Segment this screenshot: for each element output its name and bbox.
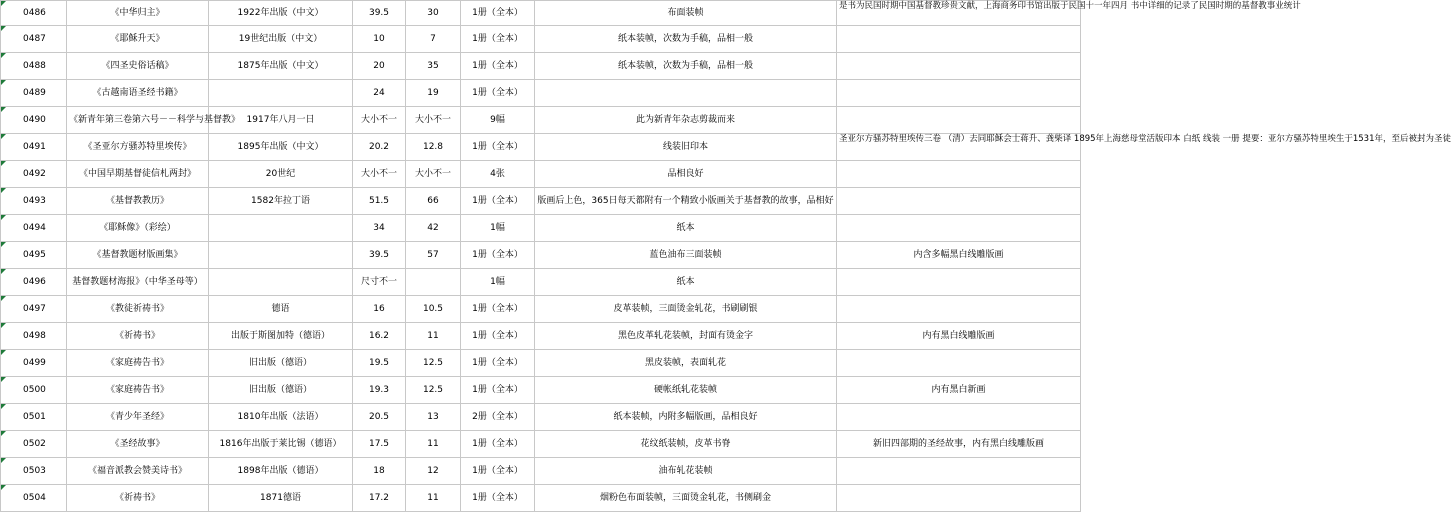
title-cell[interactable]: 《圣经故事》 bbox=[67, 431, 209, 458]
note-cell[interactable] bbox=[837, 80, 1081, 107]
note-cell[interactable]: 内有黑白新画 bbox=[837, 377, 1081, 404]
note-cell[interactable]: 内含多幅黑白线雕版画 bbox=[837, 242, 1081, 269]
table-row bbox=[1, 458, 1081, 485]
height-cell[interactable]: 10.5 bbox=[406, 296, 461, 323]
id-cell[interactable]: 0503 bbox=[1, 458, 67, 485]
width-cell[interactable]: 39.5 bbox=[353, 1, 406, 26]
binding-cell[interactable]: 此为新青年杂志剪裁而来 bbox=[535, 107, 837, 134]
id-cell[interactable]: 0492 bbox=[1, 161, 67, 188]
binding-cell[interactable]: 烟粉色布面装帧，三面烫金轧花，书侧刷金 bbox=[535, 485, 837, 512]
title-cell[interactable]: 《中华归主》 bbox=[67, 1, 209, 26]
id-cell[interactable]: 0488 bbox=[1, 53, 67, 80]
edition-cell[interactable]: 德语 bbox=[209, 296, 353, 323]
quantity-cell[interactable]: 1册（全本） bbox=[461, 80, 535, 107]
height-cell[interactable]: 12.5 bbox=[406, 350, 461, 377]
note-cell[interactable] bbox=[837, 485, 1081, 512]
binding-cell[interactable] bbox=[535, 80, 837, 107]
note-cell[interactable] bbox=[837, 53, 1081, 80]
binding-cell[interactable]: 线装旧印本 bbox=[535, 134, 837, 161]
note-cell[interactable] bbox=[837, 107, 1081, 134]
binding-cell[interactable]: 布面装帧 bbox=[535, 1, 837, 26]
table-row bbox=[1, 80, 1081, 107]
note-cell[interactable] bbox=[837, 296, 1081, 323]
table-row bbox=[1, 404, 1081, 431]
id-cell[interactable]: 0490 bbox=[1, 107, 67, 134]
binding-cell[interactable]: 纸本装帧，次数为手稿，品相一般 bbox=[535, 26, 837, 53]
width-cell[interactable]: 51.5 bbox=[353, 188, 406, 215]
id-cell[interactable]: 0494 bbox=[1, 215, 67, 242]
binding-cell[interactable]: 品相良好 bbox=[535, 161, 837, 188]
id-cell[interactable]: 0489 bbox=[1, 80, 67, 107]
quantity-cell[interactable]: 9幅 bbox=[461, 107, 535, 134]
table-row bbox=[1, 242, 1081, 269]
height-cell[interactable]: 7 bbox=[406, 26, 461, 53]
edition-cell[interactable] bbox=[209, 80, 353, 107]
id-cell[interactable]: 0498 bbox=[1, 323, 67, 350]
edition-cell[interactable]: 旧出版（德语） bbox=[209, 350, 353, 377]
quantity-cell[interactable]: 1册（全本） bbox=[461, 134, 535, 161]
quantity-cell[interactable]: 1册（全本） bbox=[461, 188, 535, 215]
height-cell[interactable] bbox=[406, 269, 461, 296]
edition-cell[interactable]: 1895年出版（中文） bbox=[209, 134, 353, 161]
width-cell[interactable]: 19.5 bbox=[353, 350, 406, 377]
table-row bbox=[1, 296, 1081, 323]
width-cell[interactable]: 16.2 bbox=[353, 323, 406, 350]
note-cell[interactable] bbox=[837, 215, 1081, 242]
width-cell[interactable]: 20.2 bbox=[353, 134, 406, 161]
quantity-cell[interactable]: 1册（全本） bbox=[461, 377, 535, 404]
binding-cell[interactable]: 纸本 bbox=[535, 269, 837, 296]
title-cell[interactable]: 《圣亚尔方骚苏特里埃传》 bbox=[67, 134, 209, 161]
height-cell[interactable]: 12 bbox=[406, 458, 461, 485]
edition-cell[interactable]: 1810年出版（法语） bbox=[209, 404, 353, 431]
height-cell[interactable]: 42 bbox=[406, 215, 461, 242]
table-row bbox=[1, 134, 1081, 161]
title-cell[interactable]: 基督教题材海报》（中华圣母等） bbox=[67, 269, 209, 296]
edition-cell[interactable]: 1582年拉丁语 bbox=[209, 188, 353, 215]
id-cell[interactable]: 0502 bbox=[1, 431, 67, 458]
width-cell[interactable]: 尺寸不一 bbox=[353, 269, 406, 296]
edition-cell[interactable]: 1917年八月一日 bbox=[209, 107, 353, 134]
edition-cell[interactable]: 1875年出版（中文） bbox=[209, 53, 353, 80]
height-cell[interactable]: 12.8 bbox=[406, 134, 461, 161]
table-row bbox=[1, 215, 1081, 242]
note-cell[interactable]: 是书为民国时期中国基督教珍贵文献，上海商务印书馆出版于民国十一年四月 书中详细的记录了民国时期的基督教事业统计 bbox=[837, 1, 1081, 26]
id-cell[interactable]: 0493 bbox=[1, 188, 67, 215]
table-row bbox=[1, 323, 1081, 350]
title-cell[interactable]: 《祈祷书》 bbox=[67, 323, 209, 350]
width-cell[interactable]: 20 bbox=[353, 53, 406, 80]
note-cell[interactable] bbox=[837, 26, 1081, 53]
width-cell[interactable]: 39.5 bbox=[353, 242, 406, 269]
edition-cell[interactable]: 19世纪出版（中文） bbox=[209, 26, 353, 53]
width-cell[interactable]: 大小不一 bbox=[353, 161, 406, 188]
binding-cell[interactable]: 版画后上色，365日每天都附有一个精致小版画关于基督教的故事，品相好 bbox=[535, 188, 837, 215]
quantity-cell[interactable]: 1册（全本） bbox=[461, 485, 535, 512]
width-cell[interactable]: 17.5 bbox=[353, 431, 406, 458]
quantity-cell[interactable]: 1册（全本） bbox=[461, 26, 535, 53]
id-cell[interactable]: 0487 bbox=[1, 26, 67, 53]
title-cell[interactable]: 《耶稣像》（彩绘） bbox=[67, 215, 209, 242]
edition-cell[interactable]: 20世纪 bbox=[209, 161, 353, 188]
title-cell[interactable]: 《青少年圣经》 bbox=[67, 404, 209, 431]
title-cell[interactable]: 《中国早期基督徒信札两封》 bbox=[67, 161, 209, 188]
quantity-cell[interactable]: 2册（全本） bbox=[461, 404, 535, 431]
id-cell[interactable]: 0504 bbox=[1, 485, 67, 512]
binding-cell[interactable]: 蓝色油布三面装帧 bbox=[535, 242, 837, 269]
binding-cell[interactable]: 硬帐纸轧花装帧 bbox=[535, 377, 837, 404]
edition-cell[interactable]: 1871德语 bbox=[209, 485, 353, 512]
edition-cell[interactable]: 1816年出版于莱比锡（德语） bbox=[209, 431, 353, 458]
note-cell[interactable] bbox=[837, 161, 1081, 188]
height-cell[interactable]: 11 bbox=[406, 431, 461, 458]
title-cell[interactable]: 《祈祷书》 bbox=[67, 485, 209, 512]
table-row bbox=[1, 1, 1081, 26]
title-cell[interactable]: 《教徒祈祷书》 bbox=[67, 296, 209, 323]
binding-cell[interactable]: 花纹纸装帧，皮革书脊 bbox=[535, 431, 837, 458]
id-cell[interactable]: 0486 bbox=[1, 1, 67, 26]
table-row bbox=[1, 161, 1081, 188]
edition-cell[interactable] bbox=[209, 242, 353, 269]
id-cell[interactable]: 0501 bbox=[1, 404, 67, 431]
title-cell[interactable]: 《四圣史俗话稿》 bbox=[67, 53, 209, 80]
height-cell[interactable]: 12.5 bbox=[406, 377, 461, 404]
binding-cell[interactable]: 纸本装帧，次数为手稿，品相一般 bbox=[535, 53, 837, 80]
table-row bbox=[1, 350, 1081, 377]
title-cell[interactable]: 《古越南语圣经书籍》 bbox=[67, 80, 209, 107]
title-cell[interactable]: 《家庭祷告书》 bbox=[67, 350, 209, 377]
height-cell[interactable]: 35 bbox=[406, 53, 461, 80]
table-row bbox=[1, 53, 1081, 80]
table-row bbox=[1, 431, 1081, 458]
note-cell[interactable] bbox=[837, 404, 1081, 431]
note-cell[interactable]: 新旧四部期的圣经故事，内有黑白线雕版画 bbox=[837, 431, 1081, 458]
height-cell[interactable]: 19 bbox=[406, 80, 461, 107]
height-cell[interactable]: 11 bbox=[406, 323, 461, 350]
binding-cell[interactable]: 黑色皮革轧花装帧，封面有烫金字 bbox=[535, 323, 837, 350]
width-cell[interactable]: 大小不一 bbox=[353, 107, 406, 134]
quantity-cell[interactable]: 4张 bbox=[461, 161, 535, 188]
edition-cell[interactable]: 1898年出版（德语） bbox=[209, 458, 353, 485]
binding-cell[interactable]: 皮革装帧，三面烫金轧花，书刷刷银 bbox=[535, 296, 837, 323]
quantity-cell[interactable]: 1册（全本） bbox=[461, 323, 535, 350]
width-cell[interactable]: 24 bbox=[353, 80, 406, 107]
quantity-cell[interactable]: 1册（全本） bbox=[461, 1, 535, 26]
id-cell[interactable]: 0496 bbox=[1, 269, 67, 296]
table-row bbox=[1, 107, 1081, 134]
quantity-cell[interactable]: 1册（全本） bbox=[461, 53, 535, 80]
id-cell[interactable]: 0500 bbox=[1, 377, 67, 404]
id-cell[interactable]: 0491 bbox=[1, 134, 67, 161]
height-cell[interactable]: 大小不一 bbox=[406, 161, 461, 188]
quantity-cell[interactable]: 1幅 bbox=[461, 215, 535, 242]
title-cell[interactable]: 《家庭祷告书》 bbox=[67, 377, 209, 404]
edition-cell[interactable] bbox=[209, 215, 353, 242]
note-cell[interactable] bbox=[837, 269, 1081, 296]
height-cell[interactable]: 大小不一 bbox=[406, 107, 461, 134]
id-cell[interactable]: 0495 bbox=[1, 242, 67, 269]
note-cell[interactable] bbox=[837, 188, 1081, 215]
note-cell[interactable]: 内有黑白线雕版画 bbox=[837, 323, 1081, 350]
table-row bbox=[1, 26, 1081, 53]
height-cell[interactable]: 11 bbox=[406, 485, 461, 512]
title-cell[interactable]: 《基督教题材版画集》 bbox=[67, 242, 209, 269]
title-cell[interactable]: 《基督教教历》 bbox=[67, 188, 209, 215]
binding-cell[interactable]: 纸本装帧，内附多幅版画，品相良好 bbox=[535, 404, 837, 431]
width-cell[interactable]: 10 bbox=[353, 26, 406, 53]
edition-cell[interactable] bbox=[209, 269, 353, 296]
height-cell[interactable]: 13 bbox=[406, 404, 461, 431]
table-row bbox=[1, 485, 1081, 512]
quantity-cell[interactable]: 1幅 bbox=[461, 269, 535, 296]
edition-cell[interactable]: 旧出版（德语） bbox=[209, 377, 353, 404]
quantity-cell[interactable]: 1册（全本） bbox=[461, 431, 535, 458]
title-cell[interactable]: 《福音派教会赞美诗书》 bbox=[67, 458, 209, 485]
binding-cell[interactable]: 纸本 bbox=[535, 215, 837, 242]
binding-cell[interactable]: 黑皮装帧，表面轧花 bbox=[535, 350, 837, 377]
binding-cell[interactable]: 油布轧花装帧 bbox=[535, 458, 837, 485]
quantity-cell[interactable]: 1册（全本） bbox=[461, 458, 535, 485]
id-cell[interactable]: 0497 bbox=[1, 296, 67, 323]
width-cell[interactable]: 17.2 bbox=[353, 485, 406, 512]
quantity-cell[interactable]: 1册（全本） bbox=[461, 296, 535, 323]
width-cell[interactable]: 16 bbox=[353, 296, 406, 323]
table-row bbox=[1, 188, 1081, 215]
width-cell[interactable]: 19.3 bbox=[353, 377, 406, 404]
width-cell[interactable]: 20.5 bbox=[353, 404, 406, 431]
quantity-cell[interactable]: 1册（全本） bbox=[461, 242, 535, 269]
edition-cell[interactable]: 出版于斯图加特（德语） bbox=[209, 323, 353, 350]
height-cell[interactable]: 66 bbox=[406, 188, 461, 215]
table-row bbox=[1, 377, 1081, 404]
title-cell[interactable]: 《新青年第三卷第六号－－科学与基督教》 bbox=[67, 107, 209, 134]
quantity-cell[interactable]: 1册（全本） bbox=[461, 350, 535, 377]
note-cell[interactable] bbox=[837, 458, 1081, 485]
note-cell[interactable]: 圣亚尔方骚苏特里埃传三卷 （清）去同耶稣会士蒋升、龚柴译 1895年上海慈母堂活版印本 白纸 线装 一册 提要：亚尔方骚苏特里埃生于1531年，至后被封为圣徒 bbox=[837, 134, 1081, 161]
table-row bbox=[1, 269, 1081, 296]
id-cell[interactable]: 0499 bbox=[1, 350, 67, 377]
title-cell[interactable]: 《耶稣升天》 bbox=[67, 26, 209, 53]
note-cell[interactable] bbox=[837, 350, 1081, 377]
height-cell[interactable]: 30 bbox=[406, 1, 461, 26]
height-cell[interactable]: 57 bbox=[406, 242, 461, 269]
width-cell[interactable]: 34 bbox=[353, 215, 406, 242]
width-cell[interactable]: 18 bbox=[353, 458, 406, 485]
edition-cell[interactable]: 1922年出版（中文） bbox=[209, 1, 353, 26]
